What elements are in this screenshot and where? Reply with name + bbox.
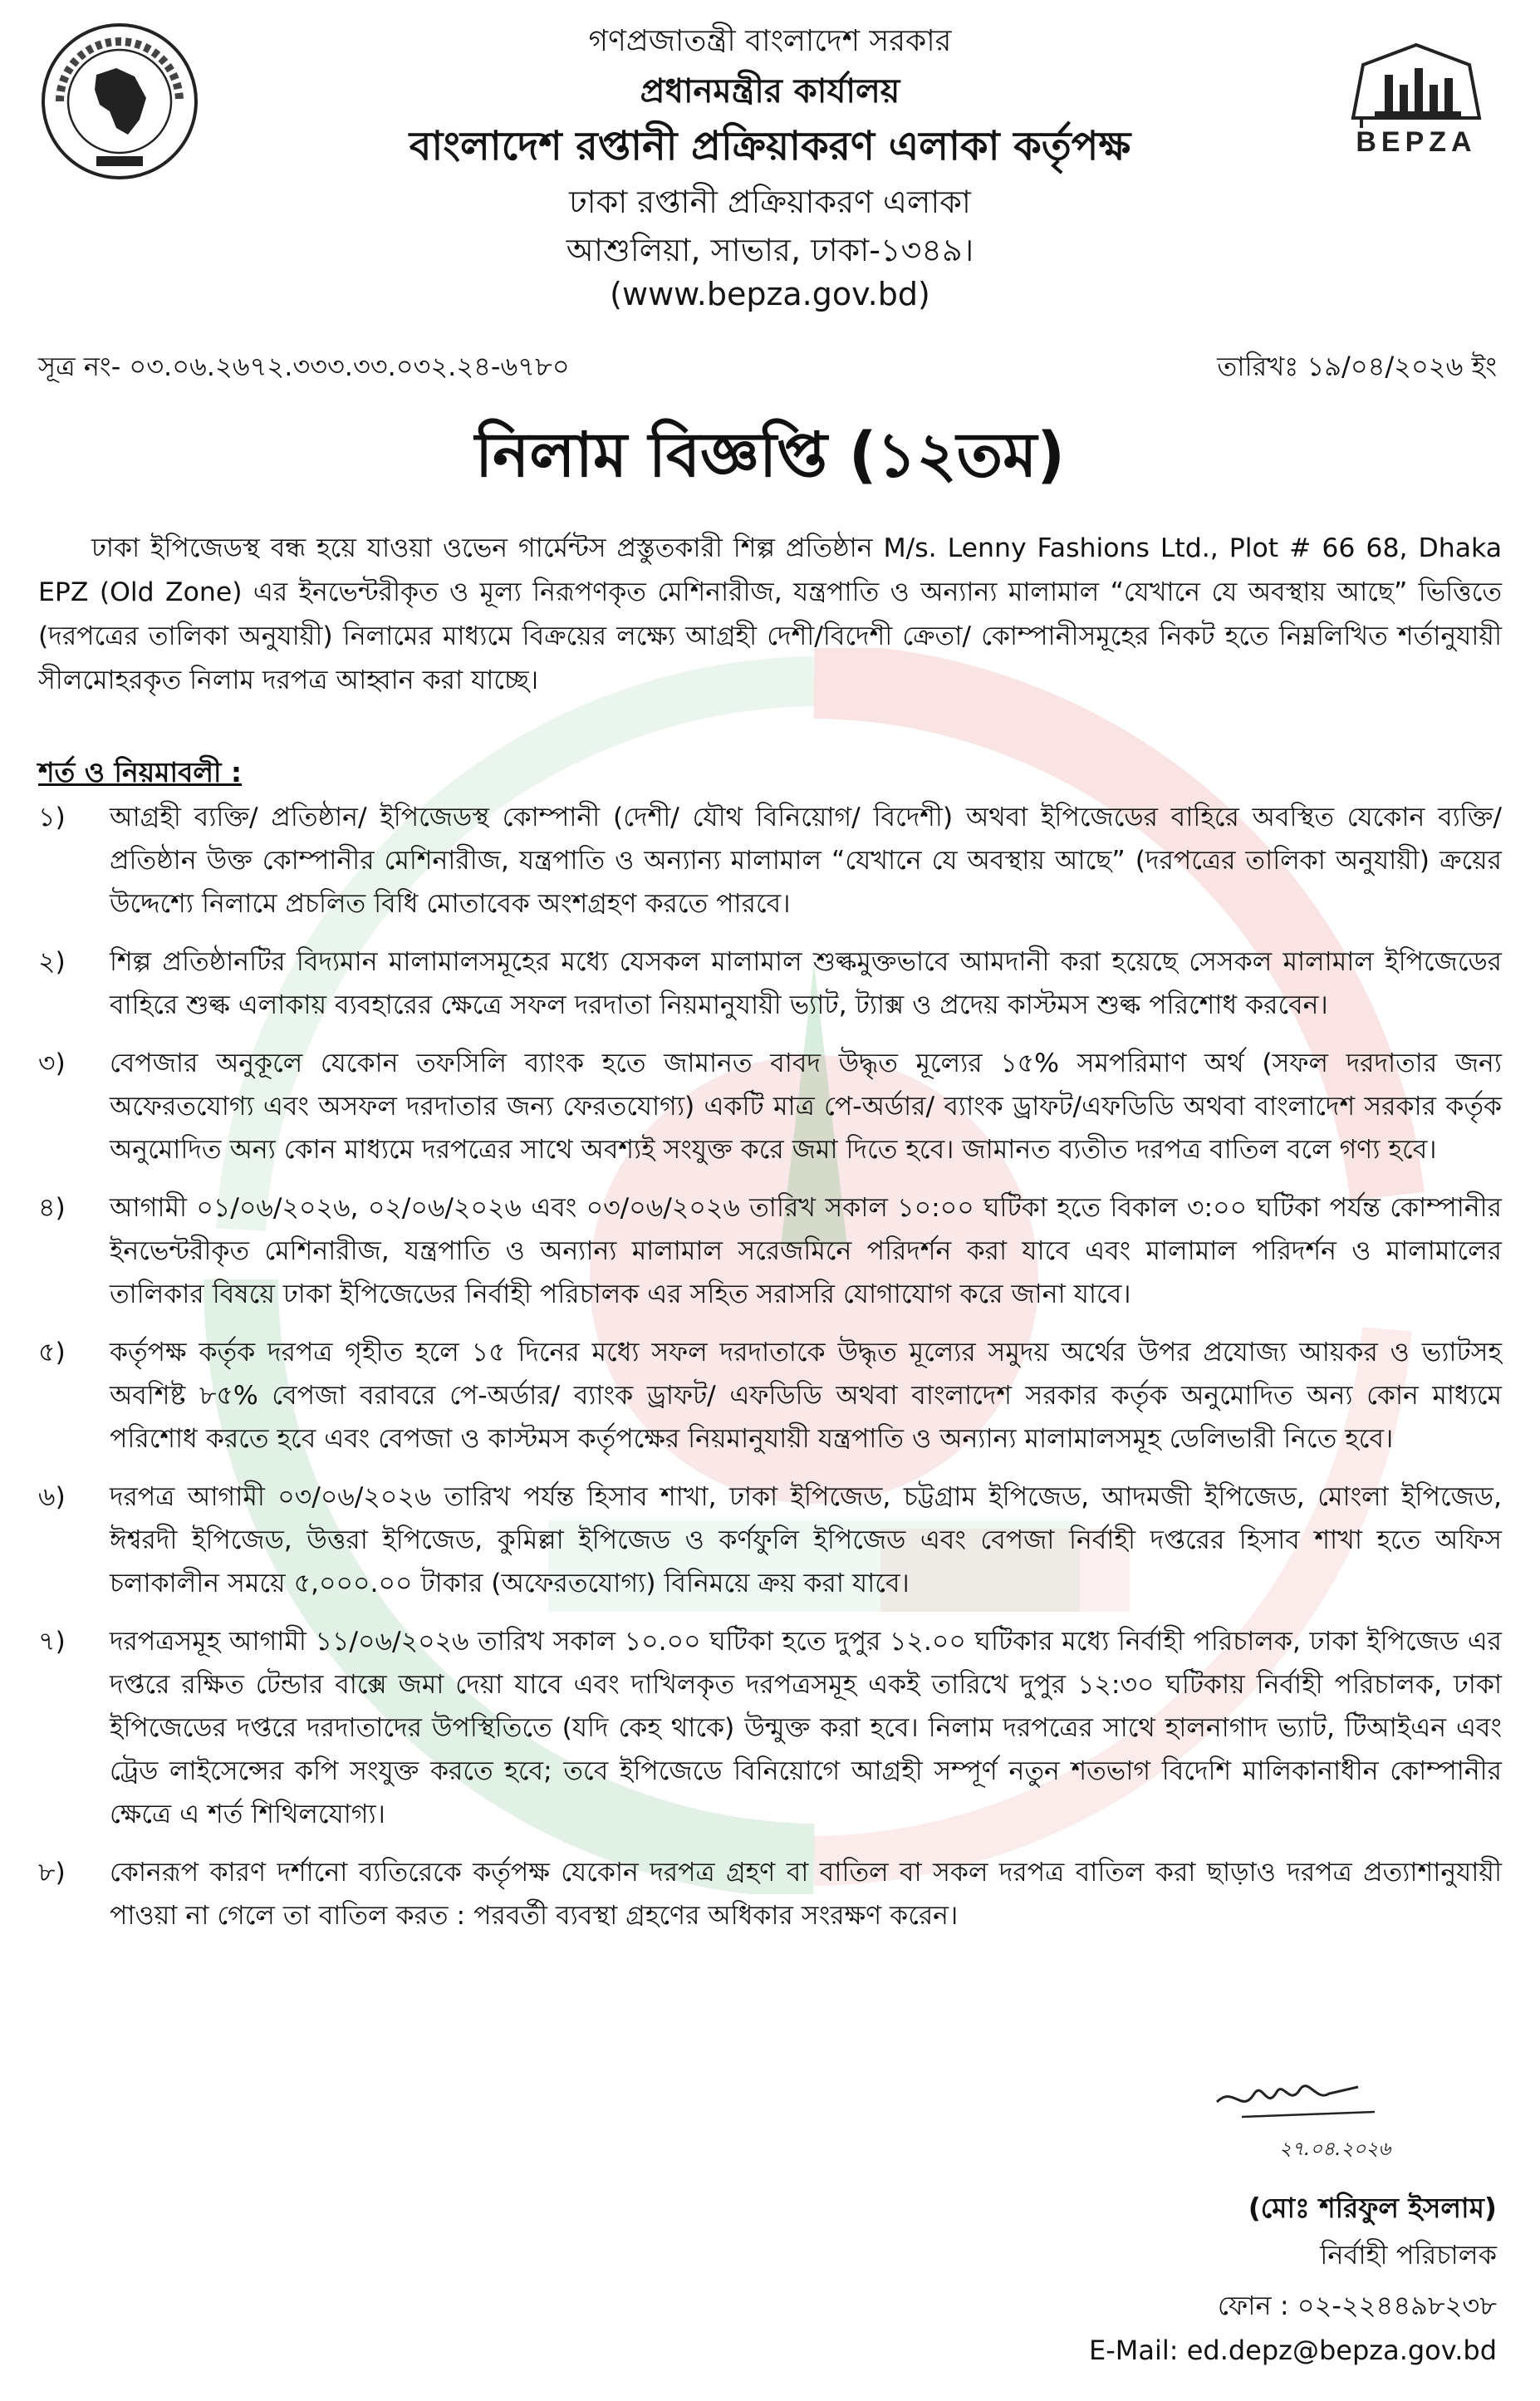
term-text: বেপজার অনুকূলে যেকোন তফসিলি ব্যাংক হতে জামানত বাবদ উদ্ধৃত মূল্যের ১৫% সমপরিমাণ অর্থ (সফল দরদাতার জন্য অফেরতযোগ্য এবং অসফল দরদাতার জন্য ফেরতযোগ্য) একটি মাত্র পে-অর্ডার/ ব্যাংক ড্রাফট/এফডিডি অথবা বাংলাদেশ সরকার কর্তৃক অনুমোদিত অন্য কোন মাধ্যমে দরপত্রের সাথে অবশ্যই সংযুক্ত করে জমা দিতে হবে। জামানত ব্যতীত দরপত্র বাতিল বলে গণ্য হবে। — [110, 1048, 1502, 1165]
term-number: ৪) — [38, 1193, 66, 1223]
signatory-name: (মোঃ শরিফুল ইসলাম) — [1248, 2192, 1497, 2224]
phone-number: ফোন : ০২-২২৪৪৯৮২৩৮ — [1217, 2290, 1497, 2321]
bepza-logo-text: BEPZA — [1356, 126, 1477, 158]
zone-name: ঢাকা রপ্তানী প্রক্রিয়াকরণ এলাকা — [569, 184, 971, 220]
terms-heading: শর্ত ও নিয়মাবলী : — [38, 756, 243, 788]
term-number: ৮) — [38, 1858, 66, 1888]
term-item — [38, 1331, 1502, 1461]
term-text: শিল্প প্রতিষ্ঠানটির বিদ্যমান মালামালসমূহের মধ্যে যেসকল মালামাল শুল্কমুক্তভাবে আমদানী করা হয়েছে সেসকল মালামাল ইপিজেডের বাহিরে শুল্ক এলাকায় ব্যবহারের ক্ষেত্রে সফল দরদাতা নিয়মানুযায়ী ভ্যাট, ট্যাক্স ও প্রদেয় কাস্টমস শুল্ক পরিশোধ করবেন। — [110, 947, 1502, 1020]
term-number: ২) — [38, 947, 66, 977]
term-number: ৩) — [38, 1048, 66, 1078]
term-text: আগামী ০১/০৬/২০২৬, ০২/০৬/২০২৬ এবং ০৩/০৬/২০২৬ তারিখ সকাল ১০:০০ ঘটিকা হতে বিকাল ৩:০০ ঘটিকা পর্যন্ত কোম্পানীর ইনভেন্টরীকৃত মেশিনারীজ, যন্ত্রপাতি ও অন্যান্য মালামাল সরেজমিনে পরিদর্শন করা যাবে এবং মালামাল পরিদর্শন ও মালামালের তালিকার বিষয়ে ঢাকা ইপিজেডের নির্বাহী পরিচালক এর সহিত সরাসরি যোগাযোগ করে জানা যাবে। — [110, 1193, 1502, 1309]
term-item — [38, 1186, 1502, 1316]
govt-name: গণপ্রজাতন্ত্রী বাংলাদেশ সরকার — [588, 24, 952, 58]
term-item — [38, 940, 1502, 1027]
term-number: ৬) — [38, 1482, 66, 1512]
term-item — [38, 1042, 1502, 1171]
term-number: ৭) — [38, 1627, 66, 1657]
govt-seal-icon — [37, 18, 203, 184]
term-text: দরপত্র আগামী ০৩/০৬/২০২৬ তারিখ পর্যন্ত হিসাব শাখা, ঢাকা ইপিজেড, চট্টগ্রাম ইপিজেড, আদমজী ইপিজেড, মোংলা ইপিজেড, ঈশ্বরদী ইপিজেড, উত্তরা ইপিজেড, কুমিল্লা ইপিজেড ও কর্ণফুলি ইপিজেড এবং বেপজা নির্বাহী দপ্তরের হিসাব শাখা হতে অফিস চলাকালীন সময়ে ৫,০০০.০০ টাকার (অফেরতযোগ্য) বিনিময়ে ক্রয় করা যাবে। — [110, 1482, 1502, 1598]
email-link[interactable]: E-Mail: ed.depz@bepza.gov.bd — [1088, 2335, 1497, 2366]
office-name: প্রধানমন্ত্রীর কার্যালয় — [640, 72, 900, 110]
term-number: ৫) — [38, 1338, 66, 1367]
intro-paragraph: ঢাকা ইপিজেডস্থ বন্ধ হয়ে যাওয়া ওভেন গার্মেন্টস প্রস্তুতকারী শিল্প প্রতিষ্ঠান M/s. Lenny Fashions Ltd., Plot # 66 68, Dhaka EPZ (Old Zone) এর ইনভেন্টরীকৃত ও মূল্য নিরূপণকৃত মেশিনারীজ, যন্ত্রপাতি ও অন্যান্য মালামাল “যেখানে যে অবস্থায় আছে” ভিত্তিতে (দরপত্রের তালিকা অনুযায়ী) নিলামের মাধ্যমে বিক্রয়ের লক্ষ্যে আগ্রহী দেশী/বিদেশী ক্রেতা/ কোম্পানীসমূহের নিকট হতে নিম্নলিখিত শর্তানুযায়ী সীলমোহরকৃত নিলাম দরপত্র আহ্বান করা যাচ্ছে। — [38, 533, 1502, 695]
term-item — [38, 1475, 1502, 1605]
signature-scribble — [1184, 2069, 1433, 2127]
authority-name: বাংলাদেশ রপ্তানী প্রক্রিয়াকরণ এলাকা কর্তৃপক্ষ — [409, 123, 1131, 169]
term-item — [38, 1851, 1502, 1937]
signature-date: ২৭.০৪.২০২৬ — [1279, 2138, 1391, 2160]
term-text: দরপত্রসমূহ আগামী ১১/০৬/২০২৬ তারিখ সকাল ১০.০০ ঘটিকা হতে দুপুর ১২.০০ ঘটিকার মধ্যে নির্বাহী পরিচালক, ঢাকা ইপিজেড এর দপ্তরে রক্ষিত টেন্ডার বাক্সে জমা দেয়া যাবে এবং দাখিলকৃত দরপত্রসমূহ একই তারিখে দুপুর ১২:৩০ ঘটিকায় নির্বাহী পরিচালক, ঢাকা ইপিজেডের দপ্তরে দরদাতাদের উপস্থিতিতে (যদি কেহ থাকে) উন্মুক্ত করা হবে। নিলাম দরপত্রের সাথে হালনাগাদ ভ্যাট, টিআইএন এবং ট্রেড লাইসেন্সের কপি সংযুক্ত করতে হবে; তবে ইপিজেডে বিনিয়োগে আগ্রহী সম্পূর্ণ নতুন শতভাগ বিদেশি মালিকানাধীন কোম্পানীর ক্ষেত্রে এ শর্ত শিথিলযোগ্য। — [110, 1627, 1502, 1829]
term-text: কোনরূপ কারণ দর্শানো ব্যতিরেকে কর্তৃপক্ষ যেকোন দরপত্র গ্রহণ বা বাতিল বা সকল দরপত্র বাতিল করা ছাড়াও দরপত্র প্রত্যাশানুযায়ী পাওয়া না গেলে তা বাতিল করত : পরবর্তী ব্যবস্থা গ্রহণের অধিকার সংরক্ষণ করেন। — [110, 1858, 1502, 1931]
bepza-logo-icon — [1333, 42, 1499, 158]
website-link[interactable]: (www.bepza.gov.bd) — [610, 276, 930, 312]
issue-date: তারিখঃ ১৯/০৪/২০২৬ ইং — [1217, 351, 1497, 382]
terms-list — [38, 796, 1502, 1952]
signatory-designation: নির্বাহী পরিচালক — [1320, 2239, 1497, 2271]
term-item — [38, 796, 1502, 926]
term-text: কর্তৃপক্ষ কর্তৃক দরপত্র গৃহীত হলে ১৫ দিনের মধ্যে সফল দরদাতাকে উদ্ধৃত মূল্যের সমুদয় অর্থের উপর প্রযোজ্য আয়কর ও ভ্যাটসহ অবশিষ্ট ৮৫% বেপজা বরাবরে পে-অর্ডার/ ব্যাংক ড্রাফট/ এফডিডি অথবা বাংলাদেশ সরকার কর্তৃক অনুমোদিত অন্য কোন মাধ্যমে পরিশোধ করতে হবে এবং বেপজা ও কাস্টমস কর্তৃপক্ষের নিয়মানুযায়ী যন্ত্রপাতি ও অন্যান্য মালামালসমূহ ডেলিভারী নিতে হবে। — [110, 1338, 1502, 1454]
memo-number: সূত্র নং- ০৩.০৬.২৬৭২.৩৩৩.৩৩.০৩২.২৪-৬৭৮০ — [38, 351, 570, 382]
address: আশুলিয়া, সাভার, ঢাকা-১৩৪৯। — [566, 232, 974, 268]
term-number: ১) — [38, 803, 66, 832]
page-title: নিলাম বিজ্ঞপ্তি (১২তম) — [475, 420, 1066, 491]
term-text: আগ্রহী ব্যক্তি/ প্রতিষ্ঠান/ ইপিজেডস্থ কোম্পানী (দেশী/ যৌথ বিনিয়োগ/ বিদেশী) অথবা ইপিজেডের বাহিরে অবস্থিত যেকোন ব্যক্তি/ প্রতিষ্ঠান উক্ত কোম্পানীর মেশিনারীজ, যন্ত্রপাতি ও অন্যান্য মালামাল “যেখানে যে অবস্থায় আছে” (দরপত্রের তালিকা অনুযায়ী) ক্রয়ের উদ্দেশ্যে নিলামে প্রচলিত বিধি মোতাবেক অংশগ্রহণ করতে পারবে। — [110, 803, 1502, 919]
term-item — [38, 1620, 1502, 1836]
